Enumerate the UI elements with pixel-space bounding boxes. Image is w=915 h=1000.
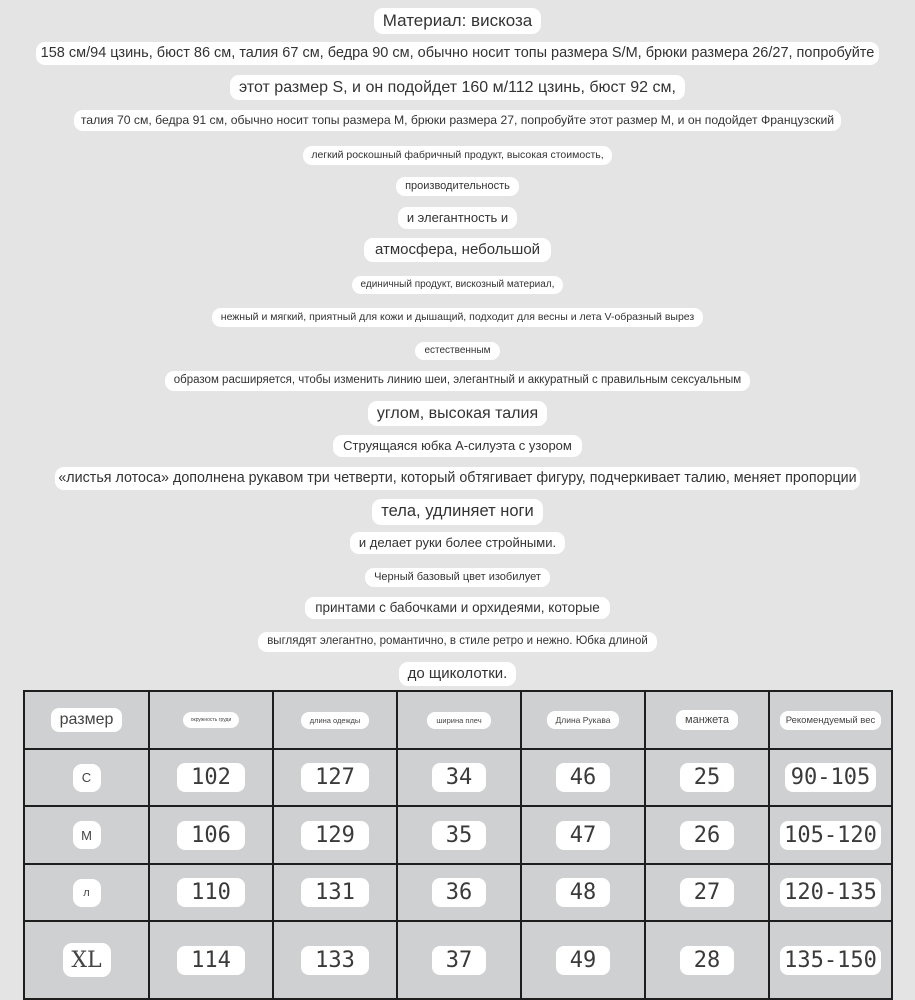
- description-line: [0, 274, 915, 294]
- description-line: [0, 567, 915, 587]
- description-text: Черный базовый цвет изобилует: [365, 568, 550, 587]
- header-cuff: манжета: [676, 710, 738, 730]
- header-size: размер: [51, 708, 123, 732]
- description-text: до щиколотки.: [399, 662, 517, 686]
- table-cell: [770, 922, 893, 1000]
- table-row: [25, 807, 150, 865]
- table-cell: [398, 922, 522, 1000]
- weight-value: 105-120: [780, 821, 881, 850]
- sleeve-value: 49: [556, 946, 611, 975]
- bust-value: 114: [177, 946, 245, 975]
- table-header-cell: [522, 692, 646, 750]
- description-text: Материал: вискоза: [374, 8, 541, 34]
- table-cell: [522, 807, 646, 865]
- table-cell: [274, 750, 398, 807]
- description-line: [0, 176, 915, 196]
- description-text: нежный и мягкий, приятный для кожи и дышащий, подходит для весны и лета V-образный вырез: [212, 308, 703, 327]
- description-text: образом расширяется, чтобы изменить линию шеи, элегантный и аккуратный с правильным сексуальным: [165, 371, 750, 391]
- description-text: атмосфера, небольшой: [364, 238, 551, 262]
- shoulder-value: 36: [432, 878, 487, 907]
- description-line: [0, 145, 915, 165]
- description-text: единичный продукт, вискозный материал,: [352, 276, 564, 294]
- table-cell: [150, 865, 274, 922]
- description-text: принтами с бабочками и орхидеями, которые: [305, 597, 610, 619]
- table-cell: [646, 750, 770, 807]
- description-line: [0, 238, 915, 262]
- cuff-value: 26: [680, 821, 735, 850]
- description-text: 158 см/94 цзинь, бюст 86 см, талия 67 см, бедра 90 см, обычно носит топы размера S/M, брюки размера 26/27, попробуйте: [36, 42, 880, 65]
- table-header-cell: [25, 692, 150, 750]
- table-cell: [646, 807, 770, 865]
- shoulder-value: 35: [432, 821, 487, 850]
- table-cell: [522, 922, 646, 1000]
- length-value: 133: [301, 946, 369, 975]
- table-cell: [770, 750, 893, 807]
- length-value: 129: [301, 821, 369, 850]
- sleeve-value: 48: [556, 878, 611, 907]
- description-text: легкий роскошный фабричный продукт, высокая стоимость,: [303, 146, 611, 165]
- table-header-cell: [646, 692, 770, 750]
- table-header-cell: [770, 692, 893, 750]
- table-cell: [398, 865, 522, 922]
- sleeve-value: 47: [556, 821, 611, 850]
- length-value: 127: [301, 763, 369, 792]
- description-line: [0, 435, 915, 457]
- description-text: тела, удлиняет ноги: [372, 499, 543, 525]
- header-shoulder: ширина плеч: [427, 712, 490, 729]
- table-cell: [398, 807, 522, 865]
- bust-value: 102: [177, 763, 245, 792]
- weight-value: 90-105: [785, 763, 876, 792]
- table-cell: [398, 750, 522, 807]
- description-line: [0, 597, 915, 619]
- description-line: [0, 532, 915, 554]
- description-line: [0, 75, 915, 100]
- table-cell: [150, 750, 274, 807]
- table-row: [25, 922, 150, 1000]
- description-line: [0, 110, 915, 131]
- bust-value: 110: [177, 878, 245, 907]
- description-line: [0, 42, 915, 65]
- description-text: выглядят элегантно, романтично, в стиле ретро и нежно. Юбка длиной: [258, 632, 657, 652]
- table-cell: [646, 865, 770, 922]
- length-value: 131: [301, 878, 369, 907]
- description-line: [0, 631, 915, 652]
- table-cell: [770, 807, 893, 865]
- description-line: [0, 499, 915, 525]
- sleeve-value: 46: [556, 763, 611, 792]
- shoulder-value: 34: [432, 763, 487, 792]
- size-label: М: [73, 821, 101, 849]
- table-header-cell: [398, 692, 522, 750]
- description-text: производительность: [396, 177, 519, 196]
- table-cell: [646, 922, 770, 1000]
- description-line: [0, 207, 915, 229]
- size-label: XL: [63, 943, 111, 977]
- table-cell: [150, 922, 274, 1000]
- table-cell: [522, 750, 646, 807]
- description-text: талия 70 см, бедра 91 см, обычно носит топы размера M, брюки размера 27, попробуйте этот размер M, и он подойдет Французский: [74, 110, 841, 131]
- description-line: [0, 401, 915, 426]
- table-cell: [274, 807, 398, 865]
- header-sleeve: Длина Рукава: [547, 711, 620, 729]
- cuff-value: 27: [680, 878, 735, 907]
- header-bust: окружность груди: [183, 712, 240, 728]
- size-label: л: [73, 879, 101, 907]
- weight-value: 135-150: [780, 946, 881, 975]
- description-text: и элегантность и: [398, 207, 517, 229]
- cuff-value: 25: [680, 763, 735, 792]
- cuff-value: 28: [680, 946, 735, 975]
- size-label: С: [73, 764, 101, 792]
- description-line: [0, 340, 915, 360]
- description-line: [0, 8, 915, 34]
- table-row: [25, 865, 150, 922]
- table-cell: [274, 865, 398, 922]
- shoulder-value: 37: [432, 946, 487, 975]
- description-text: этот размер S, и он подойдет 160 м/112 цзинь, бюст 92 см,: [230, 75, 685, 100]
- description-text: Струящаяся юбка А-силуэта с узором: [333, 435, 582, 457]
- description-text: естественным: [415, 342, 499, 360]
- header-weight: Рекомендуемый вес: [780, 711, 882, 730]
- size-table: [23, 690, 893, 1000]
- table-cell: [770, 865, 893, 922]
- table-header-cell: [150, 692, 274, 750]
- table-header-cell: [274, 692, 398, 750]
- description-line: [0, 662, 915, 686]
- description-line: [0, 370, 915, 391]
- table-cell: [150, 807, 274, 865]
- description-text: «листья лотоса» дополнена рукавом три четверти, который обтягивает фигуру, подчеркивает талию, меняет пропорции: [55, 467, 859, 490]
- description-line: [0, 467, 915, 490]
- description-line: [0, 307, 915, 327]
- weight-value: 120-135: [780, 878, 881, 907]
- table-cell: [522, 865, 646, 922]
- table-cell: [274, 922, 398, 1000]
- description-text: углом, высокая талия: [368, 401, 547, 426]
- table-row: [25, 750, 150, 807]
- header-length: длина одежды: [301, 712, 370, 729]
- description-text: и делает руки более стройными.: [350, 532, 565, 554]
- bust-value: 106: [177, 821, 245, 850]
